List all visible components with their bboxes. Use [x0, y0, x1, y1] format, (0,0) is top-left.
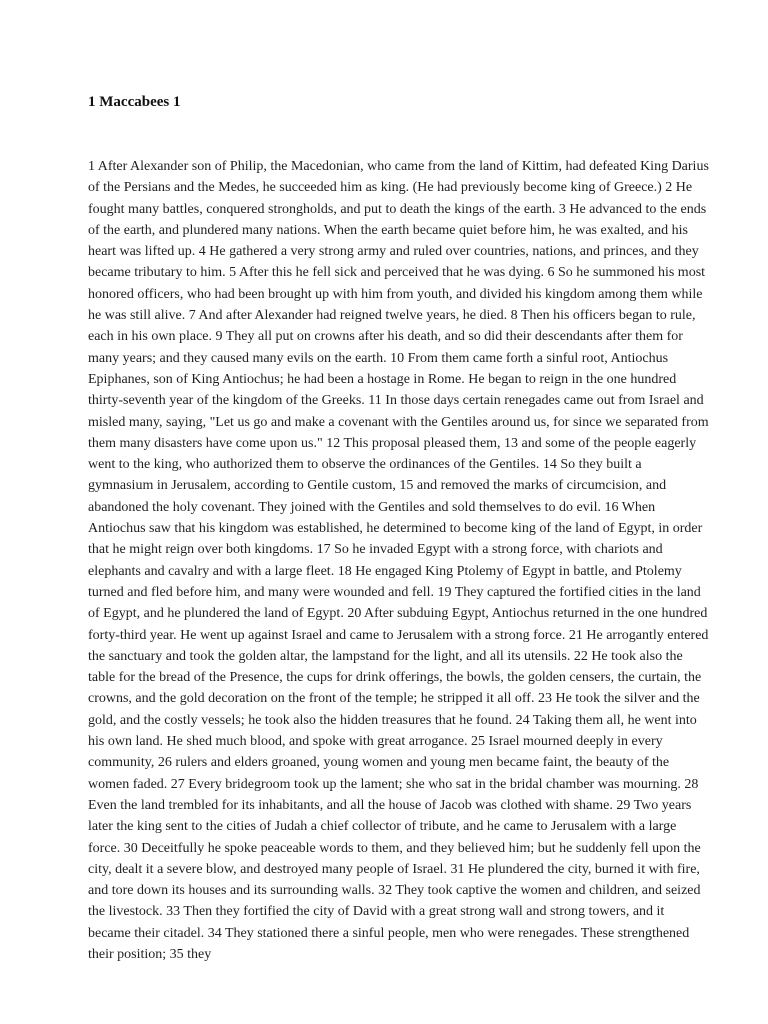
- body-paragraph: 1 After Alexander son of Philip, the Macedonian, who came from the land of Kittim, had defeated King Darius of the Persians and the Medes, he succeeded him as king. (He had previously become king of Greece.) 2 He fought many battles, conquered strongholds, and put to death the kings of the earth. 3 He advanced to the ends of the earth, and plundered many nations. When the earth became quiet before him, he was exalted, and his heart was lifted up. 4 He gathered a very strong army and ruled over countries, nations, and princes, and they became tributary to him. 5 After this he fell sick and perceived that he was dying. 6 So he summoned his most honored officers, who had been brought up with him from youth, and divided his kingdom among them while he was still alive. 7 And after Alexander had reigned twelve years, he died. 8 Then his officers began to rule, each in his own place. 9 They all put on crowns after his death, and so did their descendants after them for many years; and they caused many evils on the earth. 10 From them came forth a sinful root, Antiochus Epiphanes, son of King Antiochus; he had been a hostage in Rome. He began to reign in the one hundred thirty-seventh year of the kingdom of the Greeks. 11 In those days certain renegades came out from Israel and misled many, saying, "Let us go and make a covenant with the Gentiles around us, for since we separated from them many disasters have come upon us." 12 This proposal pleased them, 13 and some of the people eagerly went to the king, who authorized them to observe the ordinances of the Gentiles. 14 So they built a gymnasium in Jerusalem, according to Gentile custom, 15 and removed the marks of circumcision, and abandoned the holy covenant. They joined with the Gentiles and sold themselves to do evil. 16 When Antiochus saw that his kingdom was established, he determined to become king of the land of Egypt, in order that he might reign over both kingdoms. 17 So he invaded Egypt with a strong force, with chariots and elephants and cavalry and with a large fleet. 18 He engaged King Ptolemy of Egypt in battle, and Ptolemy turned and fled before him, and many were wounded and fell. 19 They captured the fortified cities in the land of Egypt, and he plundered the land of Egypt. 20 After subduing Egypt, Antiochus returned in the one hundred forty-third year. He went up against Israel and came to Jerusalem with a strong force. 21 He arrogantly entered the sanctuary and took the golden altar, the lampstand for the light, and all its utensils. 22 He took also the table for the bread of the Presence, the cups for drink offerings, the bowls, the golden censers, the curtain, the crowns, and the gold decoration on the front of the temple; he stripped it all off. 23 He took the silver and the gold, and the costly vessels; he took also the hidden treasures that he found. 24 Taking them all, he went into his own land. He shed much blood, and spoke with great arrogance. 25 Israel mourned deeply in every community, 26 rulers and elders groaned, young women and young men became faint, the beauty of the women faded. 27 Every bridegroom took up the lament; she who sat in the bridal chamber was mourning. 28 Even the land trembled for its inhabitants, and all the house of Jacob was clothed with shame. 29 Two years later the king sent to the cities of Judah a chief collector of tribute, and he came to Jerusalem with a large force. 30 Deceitfully he spoke peaceable words to them, and they believed him; but he suddenly fell upon the city, dealt it a severe blow, and destroyed many people of Israel. 31 He plundered the city, burned it with fire, and tore down its houses and its surrounding walls. 32 They took captive the women and children, and seized the livestock. 33 Then they fortified the city of David with a great strong wall and strong towers, and it became their citadel. 34 They stationed there a sinful people, men who were renegades. These strengthened their position; 35 they: [88, 159, 709, 962]
- page-title: 1 Maccabees 1: [88, 94, 181, 110]
